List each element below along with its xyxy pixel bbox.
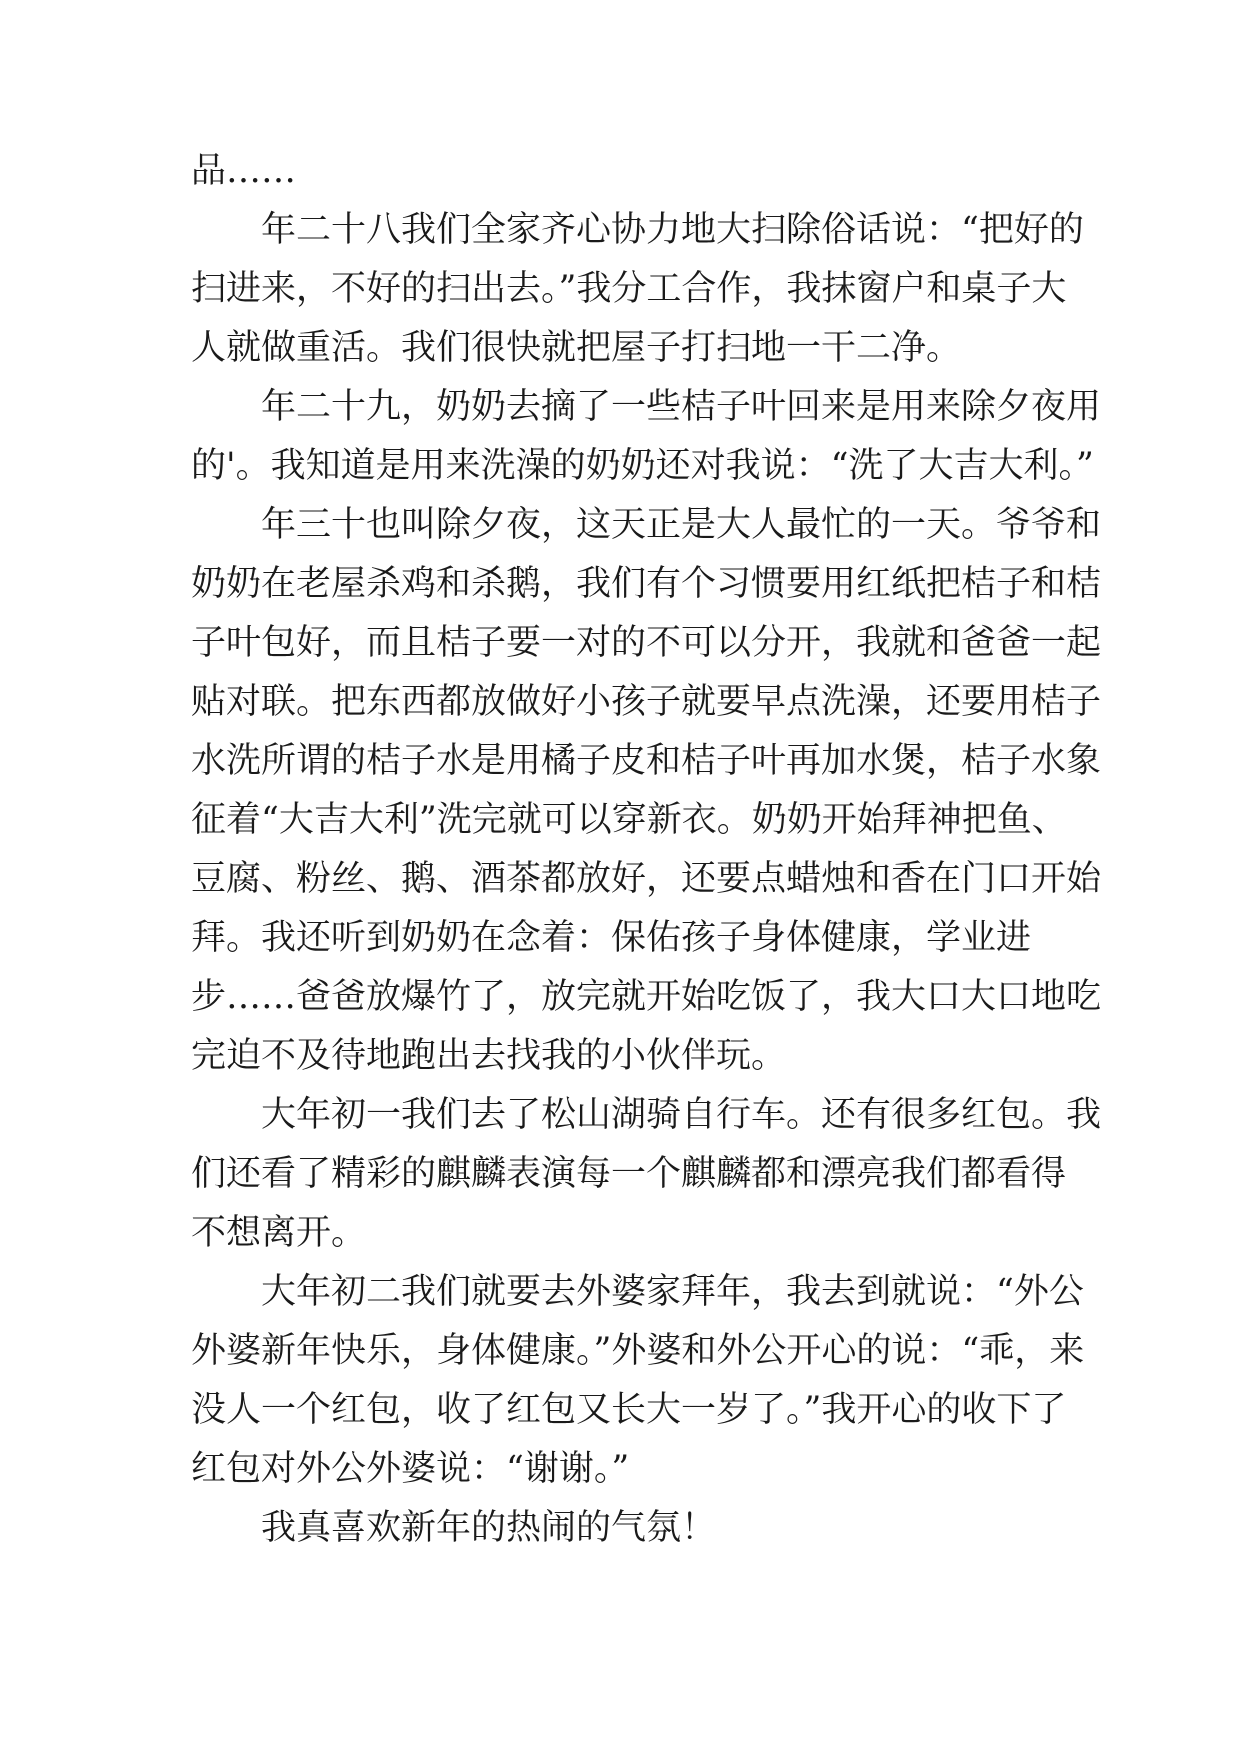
text-line: 我真喜欢新年的热闹的气氛！: [261, 1508, 717, 1548]
text-line: 品……: [191, 151, 297, 191]
text-line: 没人一个红包，收了红包又长大一岁了。”我开心的收下了: [191, 1390, 1067, 1430]
text-line: 步……爸爸放爆竹了，放完就开始吃饭了，我大口大口地吃: [191, 977, 1102, 1017]
text-line: 人就做重活。我们很快就把屋子打扫地一干二净。: [191, 328, 962, 368]
text-line: 的'。我知道是用来洗澡的奶奶还对我说：“洗了大吉大利。”: [191, 446, 1094, 486]
text-line: 们还看了精彩的麒麟表演每一个麒麟都和漂亮我们都看得: [191, 1154, 1067, 1194]
paragraph-day-28: [191, 201, 1084, 378]
paragraph-day-29: [191, 378, 1102, 496]
text-line: 征着“大吉大利”洗完就可以穿新衣。奶奶开始拜神把鱼、: [191, 800, 1067, 840]
text-line: 扫进来，不好的扫出去。”我分工合作，我抹窗户和桌子大: [191, 269, 1067, 309]
paragraph-first-day: [191, 1086, 1102, 1263]
text-line: 红包对外公外婆说：“谢谢。”: [191, 1449, 630, 1489]
text-line: 拜。我还听到奶奶在念着：保佑孩子身体健康，学业进: [191, 918, 1032, 958]
text-line: 年二十九，奶奶去摘了一些桔子叶回来是用来除夕夜用: [261, 387, 1102, 427]
text-line: 奶奶在老屋杀鸡和杀鹅，我们有个习惯要用红纸把桔子和桔: [191, 564, 1102, 604]
paragraph-closing: [191, 1499, 1053, 1558]
text-line: 贴对联。把东西都放做好小孩子就要早点洗澡，还要用桔子: [191, 682, 1102, 722]
text-line: 完迫不及待地跑出去找我的小伙伴玩。: [191, 1036, 787, 1076]
text-line: 外婆新年快乐，身体健康。”外婆和外公开心的说：“乖，来: [191, 1331, 1085, 1371]
paragraph-continuation: [191, 142, 1053, 201]
text-line: 大年初一我们去了松山湖骑自行车。还有很多红包。我: [261, 1095, 1102, 1135]
paragraph-new-years-eve: [191, 496, 1102, 1086]
paragraph-second-day: [191, 1263, 1085, 1499]
text-line: 豆腐、粉丝、鹅、酒茶都放好，还要点蜡烛和香在门口开始: [191, 859, 1102, 899]
text-line: 大年初二我们就要去外婆家拜年，我去到就说：“外公: [261, 1272, 1084, 1312]
text-line: 年二十八我们全家齐心协力地大扫除俗话说：“把好的: [261, 210, 1084, 250]
text-line: 年三十也叫除夕夜，这天正是大人最忙的一天。爷爷和: [261, 505, 1102, 545]
text-line: 水洗所谓的桔子水是用橘子皮和桔子叶再加水煲，桔子水象: [191, 741, 1102, 781]
article-body: [191, 142, 1102, 1558]
text-line: 不想离开。: [191, 1213, 367, 1253]
text-line: 子叶包好，而且桔子要一对的不可以分开，我就和爸爸一起: [191, 623, 1102, 663]
